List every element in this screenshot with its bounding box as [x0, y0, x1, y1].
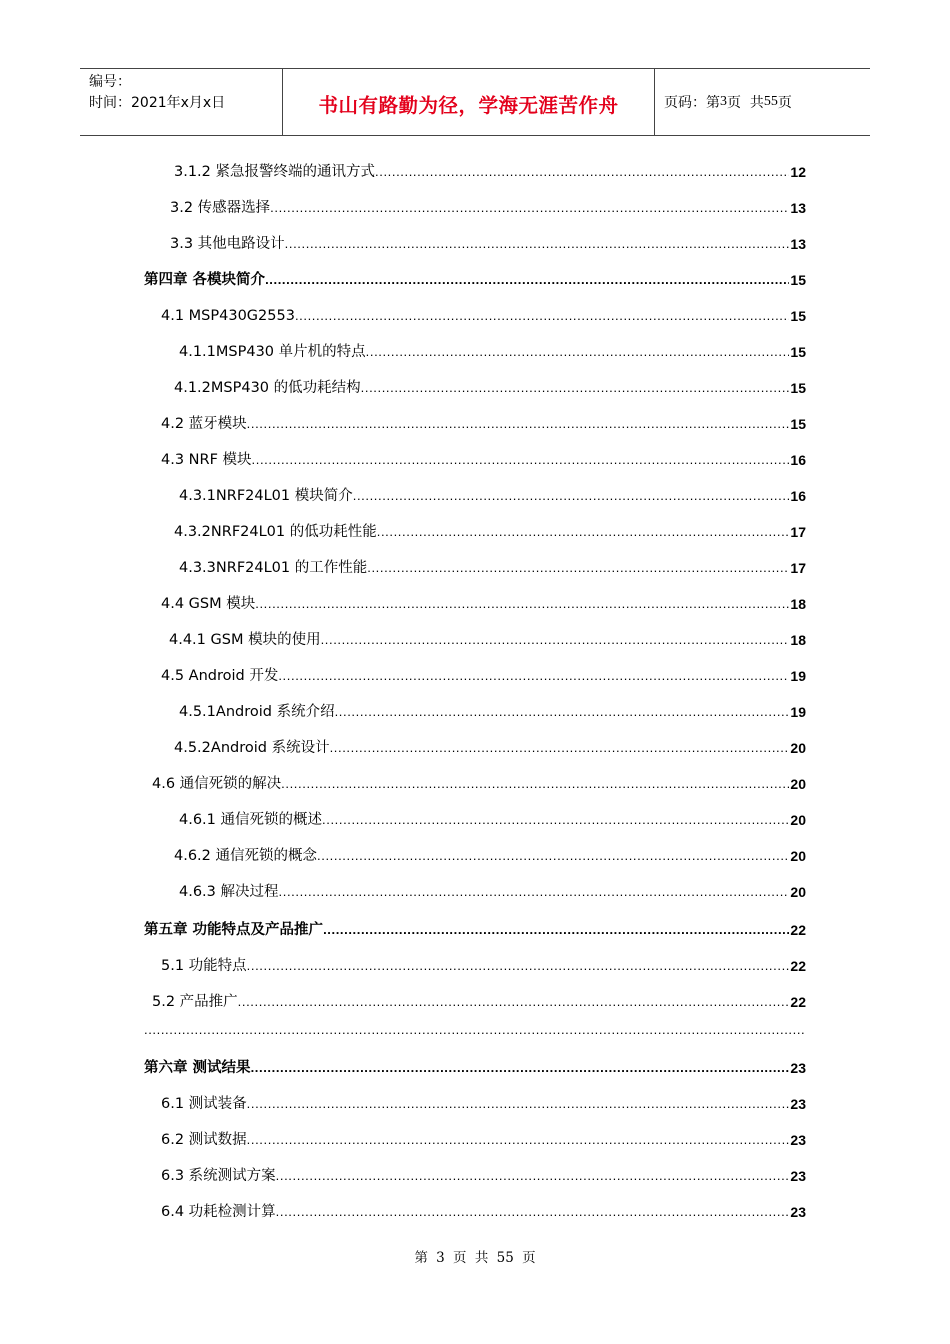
toc-entry[interactable]	[179, 700, 806, 722]
toc-chapter-entry[interactable]	[144, 918, 806, 940]
dot-leader	[330, 738, 790, 758]
toc-entry-title: 4.3.3NRF24L01 的工作性能	[179, 560, 368, 576]
toc-entry-title: 6.1 测试装备	[161, 1096, 247, 1112]
motto-text: 书山有路勤为径，学海无涯苦作舟	[318, 93, 619, 117]
dot-leader	[238, 992, 790, 1012]
toc-entry-page: 20	[790, 884, 806, 900]
toc-entry[interactable]	[179, 556, 806, 578]
toc-entry-page: 16	[790, 452, 806, 468]
toc-entry-page: 22	[790, 958, 806, 974]
dot-leader	[367, 558, 789, 578]
dot-leader	[276, 1202, 790, 1222]
dot-leader	[322, 810, 789, 830]
dot-leader	[285, 234, 790, 254]
header-left-cell	[80, 69, 282, 135]
dot-leader	[247, 956, 790, 976]
toc-entry-page: 13	[790, 200, 806, 216]
toc-entry-page: 23	[790, 1132, 806, 1148]
toc-entry[interactable]	[174, 376, 806, 398]
toc-entry-page: 17	[790, 560, 806, 576]
dot-leader	[247, 1130, 790, 1150]
toc-entry[interactable]	[161, 448, 806, 470]
dot-leader	[276, 1166, 790, 1186]
dot-leader	[377, 522, 790, 542]
toc-entry[interactable]	[174, 160, 806, 182]
toc-entry-title: 4.5 Android 开发	[161, 668, 279, 684]
page-prefix: 页码：第	[664, 95, 720, 111]
toc-entry-title: 3.3 其他电路设计	[170, 236, 285, 252]
toc-entry-title: 4.3 NRF 模块	[161, 452, 252, 468]
toc-entry-page: 18	[790, 596, 806, 612]
toc-entry-page: 22	[790, 994, 806, 1010]
toc-entry-page: 20	[790, 812, 806, 828]
toc-entry-title: 4.5.2Android 系统设计	[174, 740, 330, 756]
toc-entry-title: 4.6.3 解决过程	[179, 884, 279, 900]
dot-leader	[375, 162, 789, 182]
toc-chapter-entry[interactable]	[144, 1056, 806, 1078]
toc-entry-page: 23	[790, 1096, 806, 1112]
toc-entry[interactable]	[161, 1164, 806, 1186]
toc-entry-title: 第五章 功能特点及产品推广	[144, 922, 324, 938]
toc-entry-title: 4.6.2 通信死锁的概念	[174, 848, 318, 864]
toc-entry-page: 20	[790, 776, 806, 792]
toc-entry-page: 19	[790, 704, 806, 720]
toc-entry-page: 13	[790, 236, 806, 252]
dot-leader	[366, 342, 790, 362]
dot-leader	[323, 920, 789, 940]
toc-entry-title: 6.2 测试数据	[161, 1132, 247, 1148]
page-header	[80, 68, 870, 136]
toc-entry-page: 16	[790, 488, 806, 504]
toc-entry[interactable]	[152, 990, 806, 1012]
toc-entry-title: 4.1.2MSP430 的低功耗结构	[174, 380, 361, 396]
toc-entry-title: 5.2 产品推广	[152, 994, 238, 1010]
toc-entry-title: 3.1.2 紧急报警终端的通讯方式	[174, 164, 376, 180]
toc-entry[interactable]	[161, 1128, 806, 1150]
toc-entry-title: 4.5.1Android 系统介绍	[179, 704, 335, 720]
toc-entry-page: 23	[790, 1168, 806, 1184]
toc-entry[interactable]	[161, 954, 806, 976]
page-total: 55	[763, 94, 778, 109]
toc-entry[interactable]	[161, 412, 806, 434]
toc-entry-page: 15	[790, 272, 806, 288]
dot-leader	[281, 774, 789, 794]
toc-entry-title: 4.6 通信死锁的解决	[152, 776, 282, 792]
dot-leader	[247, 414, 790, 434]
toc-entry[interactable]	[170, 232, 806, 254]
dot-leader	[353, 486, 790, 506]
dot-leader	[270, 198, 789, 218]
date-text: 时间：2021年x月x日	[89, 95, 226, 111]
toc-entry-page: 22	[790, 922, 806, 938]
page-footer: 第 3 页 共 55 页	[414, 1250, 536, 1266]
page-suffix: 页	[777, 95, 792, 111]
toc-entry[interactable]	[161, 664, 806, 686]
toc-entry[interactable]	[152, 772, 806, 794]
toc-entry-page: 23	[790, 1204, 806, 1220]
page-middle: 页 共	[727, 95, 764, 111]
dot-leader	[279, 882, 790, 902]
dot-leader-line	[144, 1022, 806, 1042]
serial-number-label: 编号：	[89, 74, 131, 90]
toc-entry-title: 第六章 测试结果	[144, 1060, 251, 1076]
toc-entry[interactable]	[169, 628, 806, 650]
dot-leader	[335, 702, 790, 722]
dot-leader	[295, 306, 789, 326]
toc-entry[interactable]	[174, 520, 806, 542]
toc-entry-page: 23	[790, 1060, 806, 1076]
header-page-cell	[655, 69, 870, 135]
toc-entry[interactable]	[161, 592, 806, 614]
toc-entry[interactable]	[179, 484, 806, 506]
toc-entry-page: 12	[790, 164, 806, 180]
toc-entry-page: 20	[790, 848, 806, 864]
toc-entry-page: 17	[790, 524, 806, 540]
toc-entry[interactable]	[161, 1200, 806, 1222]
toc-entry-title: 第四章 各模块简介	[144, 272, 266, 288]
toc-entry[interactable]	[179, 808, 806, 830]
header-motto-cell	[282, 69, 655, 135]
toc-entry-title: 4.3.1NRF24L01 模块简介	[179, 488, 353, 504]
dot-leader	[251, 1058, 790, 1078]
dot-leader	[247, 1094, 790, 1114]
toc-entry-page: 15	[790, 308, 806, 324]
toc-entry[interactable]	[179, 340, 806, 362]
page-current: 3	[720, 94, 727, 109]
toc-entry-page: 15	[790, 344, 806, 360]
toc-entry[interactable]	[174, 844, 806, 866]
dot-leader	[278, 666, 789, 686]
toc-entry-page: 20	[790, 740, 806, 756]
toc-entry-title: 4.4.1 GSM 模块的使用	[169, 632, 321, 648]
toc-entry-title: 4.1 MSP430G2553	[161, 308, 295, 324]
dot-leader	[252, 450, 790, 470]
toc-entry[interactable]	[179, 880, 806, 902]
toc-entry[interactable]	[161, 304, 806, 326]
toc-entry-title: 4.1.1MSP430 单片机的特点	[179, 344, 366, 360]
toc-entry[interactable]	[174, 736, 806, 758]
toc-entry-title: 4.3.2NRF24L01 的低功耗性能	[174, 524, 377, 540]
toc-entry-title: 6.3 系统测试方案	[161, 1168, 276, 1184]
dot-leader	[317, 846, 789, 866]
toc-entry-title: 4.4 GSM 模块	[161, 596, 256, 612]
dot-leader	[265, 270, 789, 290]
toc-entry-page: 15	[790, 380, 806, 396]
toc-chapter-entry[interactable]	[144, 268, 806, 290]
toc-entry-title: 5.1 功能特点	[161, 958, 247, 974]
toc-entry-page: 19	[790, 668, 806, 684]
toc-entry-page: 18	[790, 632, 806, 648]
toc-entry-title: 4.6.1 通信死锁的概述	[179, 812, 323, 828]
toc-entry-title: 6.4 功耗检测计算	[161, 1204, 276, 1220]
toc-entry[interactable]	[170, 196, 806, 218]
toc-entry-page: 15	[790, 416, 806, 432]
toc-entry[interactable]	[161, 1092, 806, 1114]
dot-leader	[255, 594, 789, 614]
dot-leader	[361, 378, 790, 398]
dot-leader	[321, 630, 790, 650]
toc-entry-title: 3.2 传感器选择	[170, 200, 271, 216]
toc-entry-title: 4.2 蓝牙模块	[161, 416, 247, 432]
